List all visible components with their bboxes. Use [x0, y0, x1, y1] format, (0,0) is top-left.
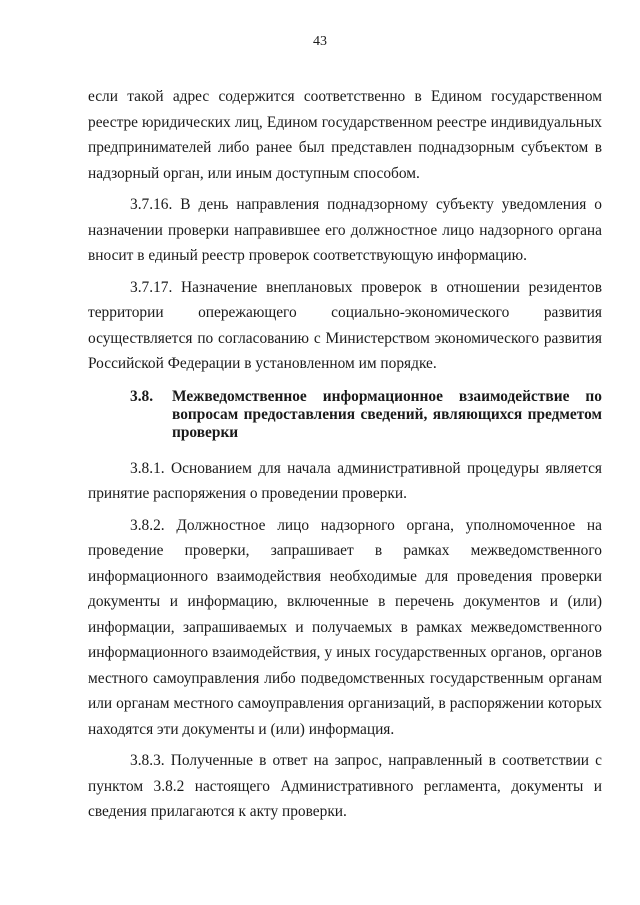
paragraph-continuation: если такой адрес содержится соответственно в Едином государственном реестре юридических лиц, Едином государственном реестре индивидуальных предпринимателей либо ранее был представлен поднадзорным субъектом в надзорный орган, или иным доступным способом.: [88, 88, 602, 182]
document-body: [88, 84, 602, 831]
paragraph-3-8-3: 3.8.3. Полученные в ответ на запрос, направленный в соответствии с пунктом 3.8.2 настоящего Административного регламента, документы и сведения прилагаются к акту проверки.: [88, 752, 602, 820]
paragraph-3-7-17: 3.7.17. Назначение внеплановых проверок в отношении резидентов территории опережающего социально-экономического развития осуществляется по согласованию с Министерством экономического развития Российской Федерации в установленном им порядке.: [88, 278, 602, 372]
paragraph-3-7-16: 3.7.16. В день направления поднадзорному субъекту уведомления о назначении проверки направившее его должностное лицо надзорного органа вносит в единый реестр проверок соответствующую информацию.: [88, 196, 602, 264]
section-heading: [88, 388, 602, 442]
section-number: 3.8.: [130, 387, 154, 405]
section-title: Межведомственное информационное взаимодействие по вопросам предоставления сведений, являющихся предметом проверки: [172, 387, 602, 441]
page-number: 43: [313, 34, 327, 49]
paragraph-3-8-1: 3.8.1. Основанием для начала административной процедуры является принятие распоряжения о проведении проверки.: [88, 459, 602, 502]
paragraph-3-8-2: 3.8.2. Должностное лицо надзорного органа, уполномоченное на проведение проверки, запрашивает в рамках межведомственного информационного взаимодействия необходимые для проведения проверки документы и информацию, включенные в перечень документов и (или) информации, запрашиваемых и получаемых в рамках межведомственного информационного взаимодействия, у иных государственных органов, органов местного самоуправления либо подведомственных государственным органам или органам местного самоуправления организаций, в распоряжении которых находятся эти документы и (или) информация.: [88, 516, 602, 738]
